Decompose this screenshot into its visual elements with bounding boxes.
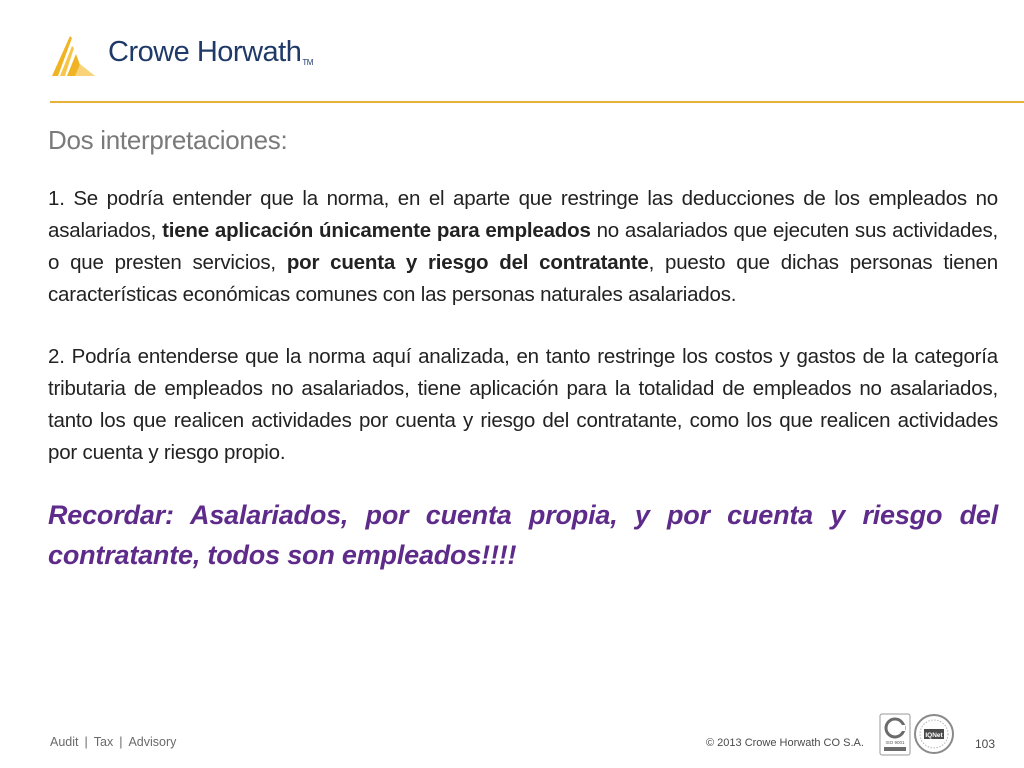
interpretation-1 [48, 183, 998, 311]
company-logo [50, 32, 370, 80]
footer-services [50, 735, 176, 749]
crowe-horwath-peaks-logo-icon [50, 32, 100, 78]
badge-iso-label: ISO 9001 [885, 740, 905, 745]
interpretation-1-emphasis-a: tiene aplicación únicamente para empleados [162, 219, 591, 242]
header-divider [50, 101, 1024, 103]
certification-badges [879, 713, 955, 757]
footer-separator: | [84, 735, 88, 749]
iqnet-certification-icon [915, 715, 953, 753]
trademark-mark: TM [302, 58, 313, 67]
interpretation-1-emphasis-b: por cuenta y riesgo del contratante [286, 251, 649, 274]
copyright-notice: © 2013 Crowe Horwath CO S.A. [706, 737, 864, 749]
page-number: 103 [975, 737, 996, 751]
icontec-iso-certification-icon [880, 714, 910, 755]
footer-separator: | [119, 735, 123, 749]
footer-service-audit: Audit [50, 735, 79, 749]
footer-service-advisory: Advisory [128, 735, 177, 749]
footer-service-tax: Tax [93, 735, 114, 749]
interpretation-1-text-c: , puesto que dichas personas tienen características económicas comunes con las personas naturales asalariados. [48, 251, 999, 306]
remember-callout: Recordar: Asalariados, por cuenta propia, y por cuenta y riesgo del contratante, todos son empleados!!!! [48, 500, 998, 570]
slide-title: Dos interpretaciones: [48, 125, 288, 155]
badge-iqnet-label: IQNet [925, 732, 943, 739]
interpretation-2: 2. Podría entenderse que la norma aquí analizada, en tanto restringe los costos y gastos de la categoría tributaria de empleados no asalariados, tiene aplicación para la totalidad de empleados no asalariados, tanto los que realicen actividades por cuenta y riesgo del contratante, como los que realicen actividades por cuenta y riesgo propio. [48, 345, 998, 464]
brand-wordmark [108, 36, 312, 69]
interpretation-1-text-b: no asalariados que ejecuten sus actividades, o que presten servicios, [48, 219, 998, 274]
interpretation-1-text-a: 1. Se podría entender que la norma, en el aparte que restringe las deducciones de los empleados no asalariados, [48, 187, 998, 242]
brand-name: Crowe Horwath [108, 36, 302, 68]
slide-body [48, 183, 998, 575]
